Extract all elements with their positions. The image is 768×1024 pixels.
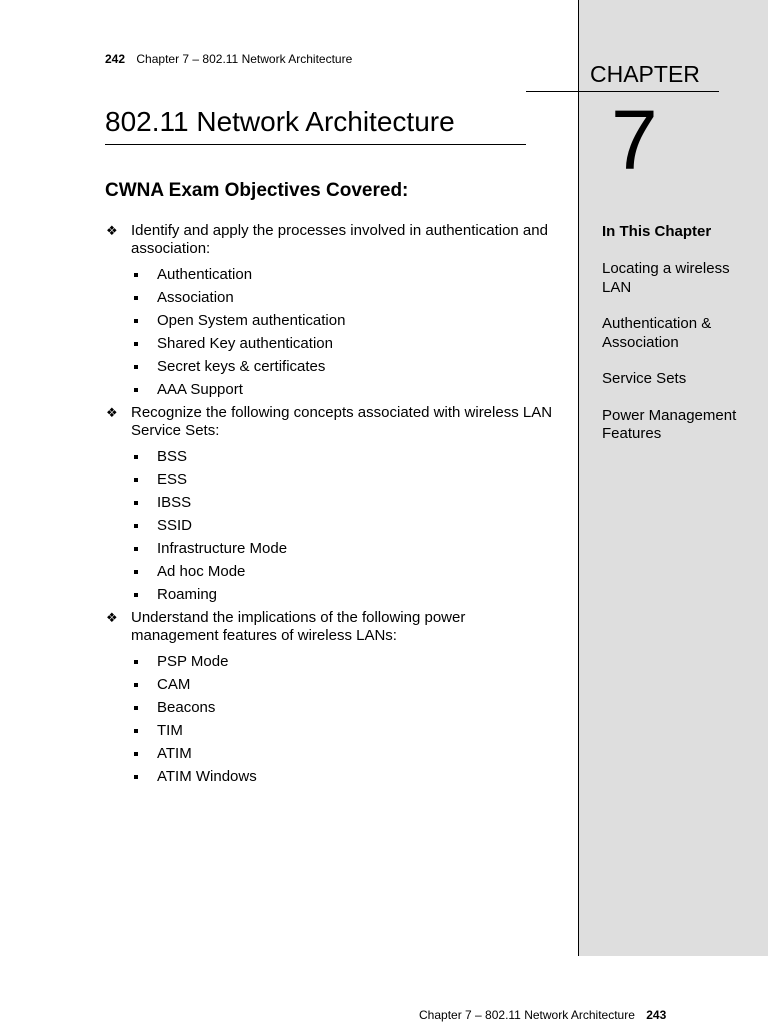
objective-sub-item — [131, 335, 555, 358]
square-bullet-icon — [134, 478, 138, 482]
objective-sub-text: Secret keys & certificates — [157, 358, 326, 375]
objective-sub-text: Shared Key authentication — [157, 335, 333, 352]
sidebar-item: Power Management Features — [602, 406, 737, 442]
objective-sub-item — [131, 745, 555, 768]
footer-running-title: Chapter 7 – 802.11 Network Architecture — [419, 1008, 635, 1022]
objective-item — [105, 404, 555, 609]
square-bullet-icon — [134, 273, 138, 277]
objective-sub-item — [131, 586, 555, 609]
square-bullet-icon — [134, 752, 138, 756]
objective-sub-text: IBSS — [157, 494, 192, 511]
square-bullet-icon — [134, 524, 138, 528]
objective-sub-text: Beacons — [157, 699, 216, 716]
square-bullet-icon — [134, 296, 138, 300]
square-bullet-icon — [134, 342, 138, 346]
objective-sub-text: Authentication — [157, 266, 253, 283]
objective-item — [105, 222, 555, 404]
square-bullet-icon — [134, 547, 138, 551]
sidebar-item: Locating a wireless LAN — [602, 260, 730, 296]
objective-sub-text: ATIM — [157, 745, 192, 762]
header-running-title: Chapter 7 – 802.11 Network Architecture — [136, 52, 353, 66]
objective-sub-item — [131, 266, 555, 289]
sidebar-heading: In This Chapter — [602, 223, 712, 240]
objective-sub-text: Open System authentication — [157, 312, 346, 329]
square-bullet-icon — [134, 319, 138, 323]
objective-sub-item — [131, 517, 555, 540]
square-bullet-icon — [134, 570, 138, 574]
objective-sub-text: Association — [157, 289, 234, 306]
objective-sub-text: BSS — [157, 448, 188, 465]
square-bullet-icon — [134, 775, 138, 779]
objective-sub-item — [131, 358, 555, 381]
objective-sub-text: Infrastructure Mode — [157, 540, 288, 557]
objective-sub-item — [131, 768, 555, 791]
square-bullet-icon — [134, 593, 138, 597]
objective-sub-list — [131, 266, 555, 404]
header-page-number: 242 — [105, 52, 126, 66]
objective-sub-text: ESS — [157, 471, 188, 488]
square-bullet-icon — [134, 729, 138, 733]
square-bullet-icon — [134, 660, 138, 664]
objective-sub-item — [131, 381, 555, 404]
objective-sub-item — [131, 563, 555, 586]
objective-sub-list — [131, 448, 555, 609]
chapter-number: 7 — [611, 93, 658, 187]
sidebar-item: Service Sets — [602, 370, 687, 387]
objective-sub-item — [131, 289, 555, 312]
objective-sub-list — [131, 653, 555, 791]
objective-sub-text: Roaming — [157, 586, 218, 603]
objective-sub-item — [131, 471, 555, 494]
objective-sub-text: TIM — [157, 722, 183, 739]
objective-sub-item — [131, 494, 555, 517]
objective-sub-item — [131, 312, 555, 335]
square-bullet-icon — [134, 455, 138, 459]
sidebar-item: Authentication & Association — [602, 315, 712, 351]
objective-sub-item — [131, 722, 555, 745]
footer-page-number: 243 — [646, 1008, 667, 1022]
running-footer — [419, 1008, 666, 1022]
diamond-bullet-icon: ❖ — [106, 223, 118, 238]
square-bullet-icon — [134, 683, 138, 687]
objectives-heading: CWNA Exam Objectives Covered: — [105, 180, 409, 201]
objective-text: Recognize the following concepts associated with wireless LAN Service Sets: — [131, 404, 553, 439]
page-title: 802.11 Network Architecture — [105, 104, 526, 145]
objectives-list — [105, 222, 555, 791]
diamond-bullet-icon: ❖ — [106, 405, 118, 420]
objective-text: Identify and apply the processes involved in authentication and association: — [131, 222, 548, 257]
objective-sub-item — [131, 676, 555, 699]
objective-sub-text: AAA Support — [157, 381, 243, 398]
objective-sub-text: Ad hoc Mode — [157, 563, 246, 580]
objective-sub-text: CAM — [157, 676, 191, 693]
square-bullet-icon — [134, 365, 138, 369]
chapter-label: CHAPTER — [590, 61, 700, 87]
objective-sub-item — [131, 653, 555, 676]
objective-sub-text: SSID — [157, 517, 193, 534]
chapter-sidebar — [578, 0, 768, 956]
objective-sub-text: PSP Mode — [157, 653, 229, 670]
square-bullet-icon — [134, 501, 138, 505]
sidebar-topic-list — [602, 260, 762, 462]
objective-text: Understand the implications of the following power management features of wireless LANs: — [131, 609, 466, 644]
objective-sub-item — [131, 699, 555, 722]
objective-item — [105, 609, 555, 791]
diamond-bullet-icon: ❖ — [106, 610, 118, 625]
running-header — [105, 52, 352, 66]
square-bullet-icon — [134, 388, 138, 392]
objective-sub-item — [131, 448, 555, 471]
objective-sub-item — [131, 540, 555, 563]
objective-sub-text: ATIM Windows — [157, 768, 257, 785]
square-bullet-icon — [134, 706, 138, 710]
